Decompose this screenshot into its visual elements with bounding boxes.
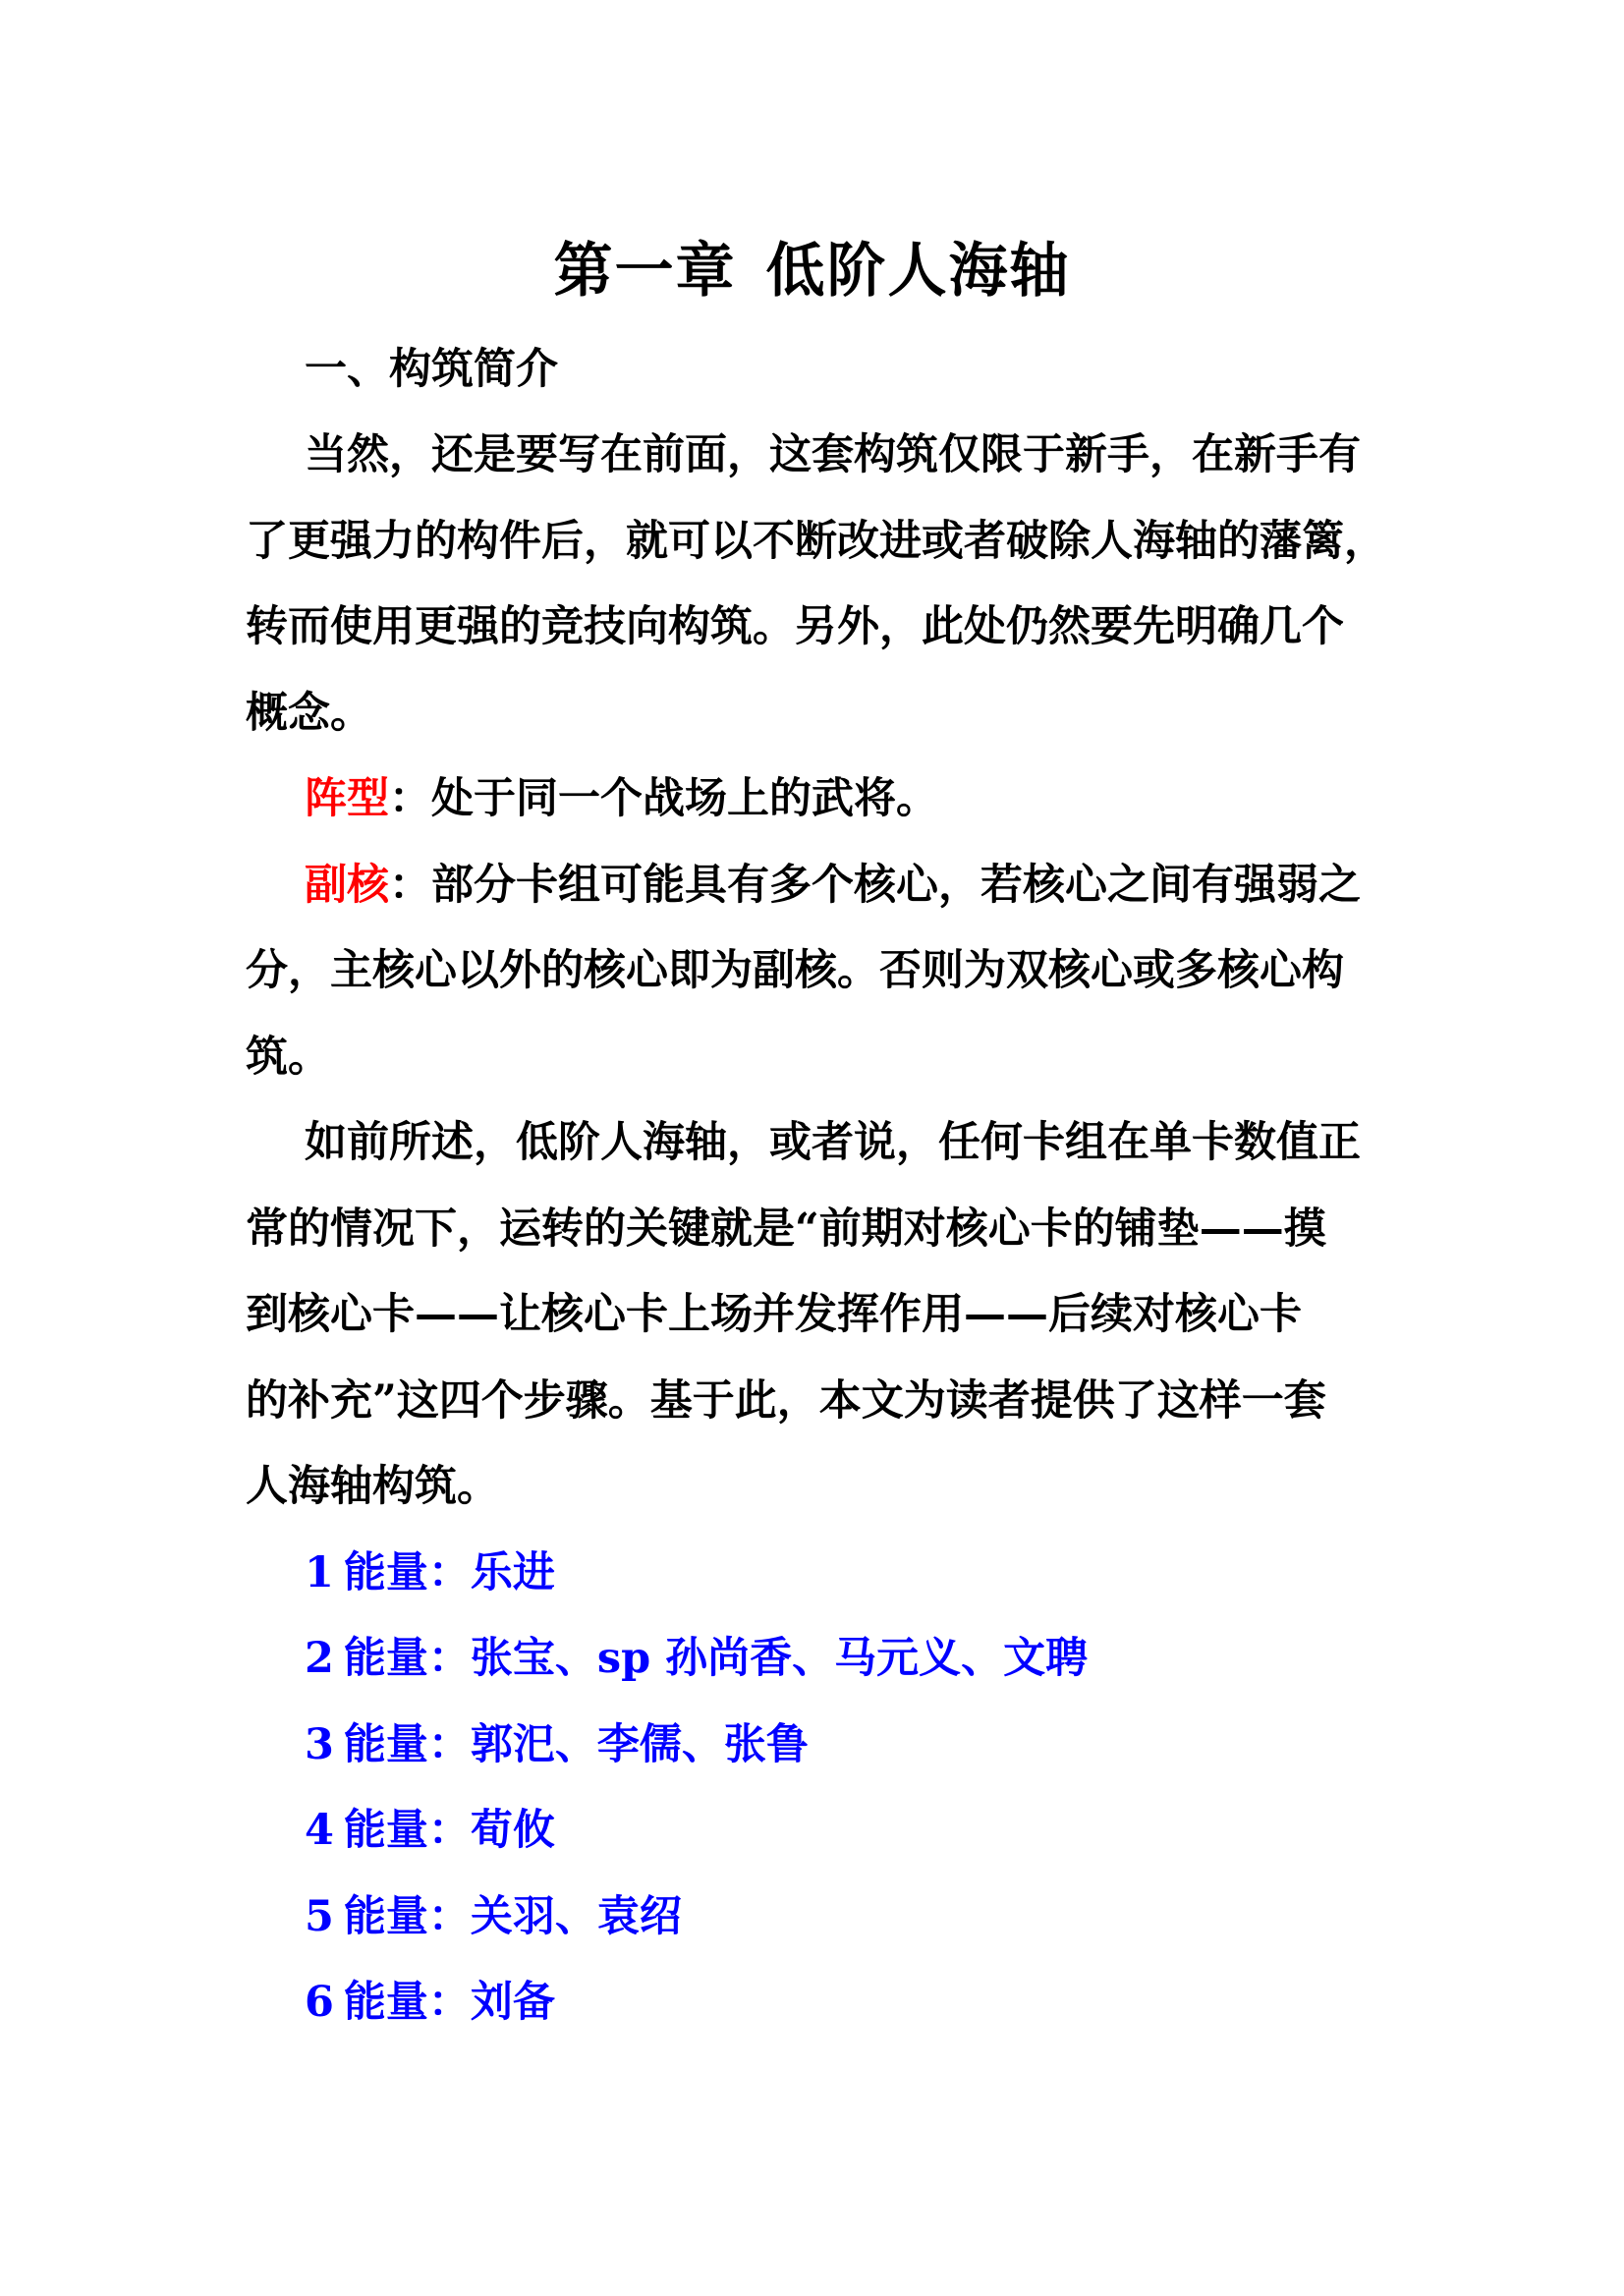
energy-item <box>305 1978 555 2029</box>
definition-term: 副核 <box>305 861 389 910</box>
energy-number: 6 <box>305 1978 334 2027</box>
energy-cards: 关羽、袁绍 <box>470 1892 682 1941</box>
energy-cards: 乐进 <box>470 1548 555 1597</box>
energy-label: 能量： <box>343 1978 471 2027</box>
intro-line-1: 当然，还是要写在前面，这套构筑仅限于新手，在新手有 <box>305 430 1361 479</box>
definition-formation <box>305 774 938 825</box>
energy-number: 1 <box>305 1548 334 1597</box>
energy-number: 3 <box>305 1720 334 1769</box>
intro-line-3: 转而使用更强的竞技向构筑。另外，此处仍然要先明确几个 <box>246 602 1344 651</box>
definition-text: ：部分卡组可能具有多个核心，若核心之间有强弱之 <box>389 861 1361 910</box>
energy-item <box>305 1720 809 1771</box>
energy-label: 能量： <box>343 1892 471 1941</box>
definition-subcore-line-2: 分，主核心以外的核心即为副核。否则为双核心或多核心构 <box>246 946 1344 995</box>
overview-line-4: 的补充”这四个步骤。基于此，本文为读者提供了这样一套 <box>246 1376 1326 1426</box>
chapter-label: 第一章 <box>553 237 737 306</box>
energy-number: 4 <box>305 1806 334 1855</box>
energy-label: 能量： <box>343 1806 471 1855</box>
energy-number: 2 <box>305 1634 334 1683</box>
energy-cards: 荀攸 <box>470 1806 555 1855</box>
energy-number: 5 <box>305 1892 334 1941</box>
overview-line-3: 到核心卡——让核心卡上场并发挥作用——后续对核心卡 <box>246 1290 1302 1339</box>
energy-cards: 刘备 <box>470 1978 555 2027</box>
energy-label: 能量： <box>343 1634 471 1683</box>
energy-label: 能量： <box>343 1720 471 1769</box>
energy-item <box>305 1806 555 1857</box>
intro-line-4: 概念。 <box>246 689 372 738</box>
energy-cards: 郭汜、李儒、张鲁 <box>470 1720 809 1769</box>
definition-subcore-line-3: 筑。 <box>246 1033 330 1082</box>
section-heading: 一、构筑简介 <box>305 345 558 394</box>
overview-line-2: 常的情况下，运转的关键就是“前期对核心卡的铺垫——摸 <box>246 1204 1326 1254</box>
definition-subcore <box>305 861 1361 912</box>
definition-text: ：处于同一个战场上的武将。 <box>389 774 938 823</box>
energy-cards: 张宝、sp 孙尚香、马元义、文聘 <box>470 1634 1089 1683</box>
chapter-title <box>0 224 1624 308</box>
overview-line-1: 如前所述，低阶人海轴，或者说，任何卡组在单卡数值正 <box>305 1118 1361 1167</box>
chapter-title-text: 低阶人海轴 <box>765 237 1071 306</box>
energy-item <box>305 1634 1088 1685</box>
energy-item <box>305 1892 682 1943</box>
definition-term: 阵型 <box>305 774 389 823</box>
intro-line-2: 了更强力的构件后，就可以不断改进或者破除人海轴的藩篱， <box>246 517 1386 566</box>
energy-item <box>305 1548 555 1599</box>
energy-label: 能量： <box>343 1548 471 1597</box>
overview-line-5: 人海轴构筑。 <box>246 1462 499 1511</box>
